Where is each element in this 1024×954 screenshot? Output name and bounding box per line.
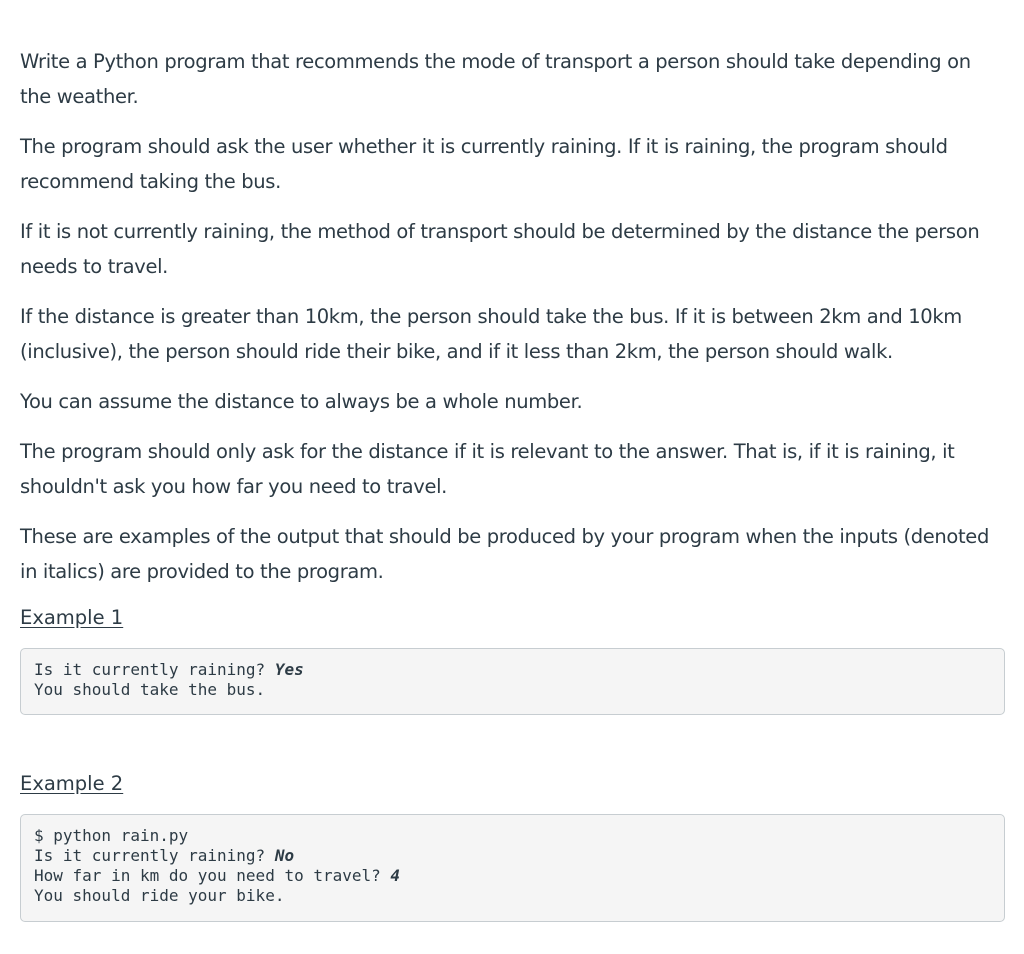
- distance-rule-paragraph: If it is not currently raining, the method of transport should be determined by the distance the person needs to travel.: [20, 220, 980, 278]
- code-line: You should take the bus.: [34, 680, 266, 699]
- raining-rule-paragraph: The program should ask the user whether it is currently raining. If it is raining, the program should recommend taking the bus.: [20, 135, 948, 193]
- code-line: $ python rain.py: [34, 826, 189, 845]
- code-line: Is it currently raining? Yes: [34, 660, 304, 679]
- example-2-code-block: [20, 814, 1005, 922]
- relevance-paragraph: The program should only ask for the distance if it is relevant to the answer. That is, if it is raining, it shouldn't ask you how far you need to travel.: [20, 440, 955, 498]
- distance-thresholds-paragraph: If the distance is greater than 10km, the person should take the bus. If it is between 2km and 10km (inclusive), the person should ride their bike, and if it less than 2km, the person should walk.: [20, 305, 962, 363]
- example-1-heading: Example 1: [20, 606, 124, 629]
- example-1-code-block: [20, 648, 1005, 715]
- user-input-value: Yes: [274, 660, 304, 679]
- code-line: How far in km do you need to travel? 4: [34, 866, 401, 885]
- intro-paragraph: Write a Python program that recommends the mode of transport a person should take depending on the weather.: [20, 50, 971, 108]
- user-input-value: 4: [390, 866, 401, 885]
- code-line: Is it currently raining? No: [34, 846, 295, 865]
- code-line: You should ride your bike.: [34, 886, 285, 905]
- whole-number-paragraph: You can assume the distance to always be a whole number.: [20, 390, 583, 413]
- spacer: [20, 715, 1006, 770]
- example-2-heading: Example 2: [20, 772, 124, 795]
- assignment-content: [20, 44, 1006, 922]
- user-input-value: No: [274, 846, 295, 865]
- examples-intro-paragraph: These are examples of the output that should be produced by your program when the inputs (denoted in italics) are provided to the program.: [20, 525, 989, 583]
